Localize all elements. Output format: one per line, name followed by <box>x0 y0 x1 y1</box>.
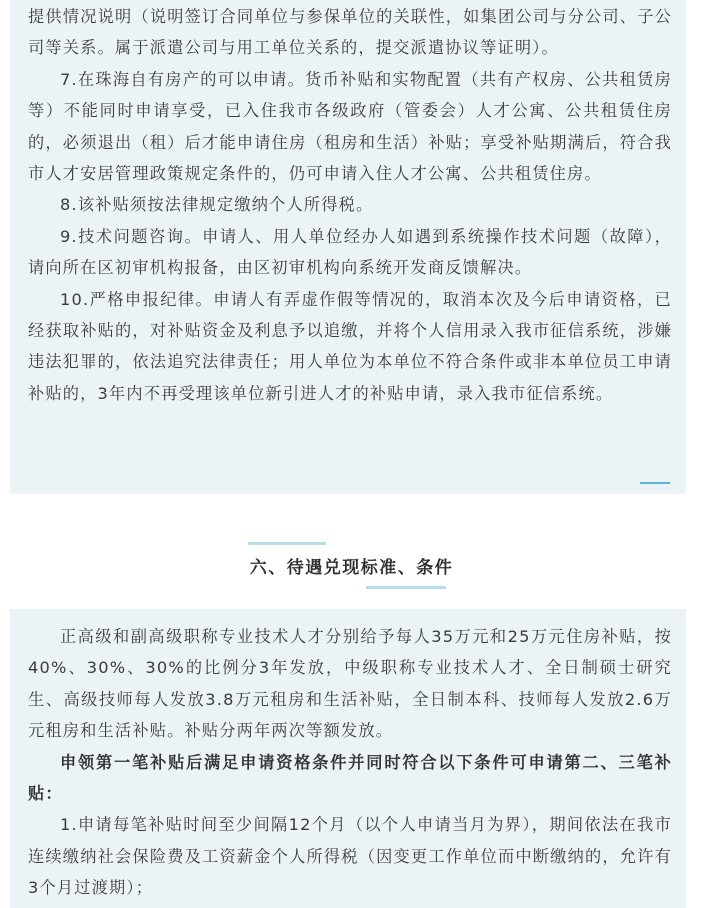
section-six-title: 六、待遇兑现标准、条件 <box>249 558 454 578</box>
paragraph-item-9: 9.技术问题咨询。申请人、用人单位经办人如遇到系统操作技术问题（故障），请向所在区初审机构报备，由区初审机构向系统开发商反馈解决。 <box>28 226 672 278</box>
paragraph-subsidy-standard: 正高级和副高级职称专业技术人才分别给予每人35万元和25万元住房补贴，按40%、30%、30%的比例分3年发放，中级职称专业技术人才、全日制硕士研究生、高级技师每人发放3.8万元租房和生活补贴，全日制本科、技师每人发放2.6万元租房和生活补贴。补贴分两年两次等额发放。 <box>28 627 672 741</box>
paragraph-item-10: 10.严格申报纪律。申请人有弄虚作假等情况的，取消本次及今后申请资格，已经获取补贴的，对补贴资金及利息予以追缴，并将个人信用录入我市征信系统，涉嫌违法犯罪的，依法追究法律责任；用人单位为本单位不符合条件或非本单位员工申请补贴的，3年内不再受理该单位新引进人才的补贴申请，录入我市征信系统。 <box>28 289 672 403</box>
paragraph-continuation: 提供情况说明（说明签订合同单位与参保单位的关联性，如集团公司与分公司、子公司等关系。属于派遣公司与用工单位关系的，提交派遣协议等证明）。 <box>28 7 672 58</box>
content-panel-bottom <box>10 609 686 908</box>
header-decor-line-bottom <box>366 586 446 589</box>
paragraph-condition-1: 1.申请每笔补贴时间至少间隔12个月（以个人申请当月为界），期间依法在我市连续缴纳社会保险费及工资薪金个人所得税（因变更工作单位而中断缴纳的，允许有3个月过渡期）； <box>28 815 672 898</box>
panel-corner-accent <box>640 482 670 484</box>
paragraph-conditions-heading: 申领第一笔补贴后满足申请资格条件并同时符合以下条件可申请第二、三笔补贴： <box>28 752 672 804</box>
content-panel-top <box>10 0 686 494</box>
paragraph-item-7: 7.在珠海自有房产的可以申请。货币补贴和实物配置（共有产权房、公共租赁房等）不能同时申请享受，已入住我市各级政府（管委会）人才公寓、公共租赁住房的，必须退出（租）后才能申请住房（租房和生活）补贴；享受补贴期满后，符合我市人才安居管理政策规定条件的，仍可申请入住人才公寓、公共租赁住房。 <box>28 69 672 184</box>
header-decor-line-top <box>248 542 326 545</box>
section-six-header <box>0 542 703 592</box>
paragraph-item-8: 8.该补贴须按法律规定缴纳个人所得税。 <box>60 195 374 215</box>
